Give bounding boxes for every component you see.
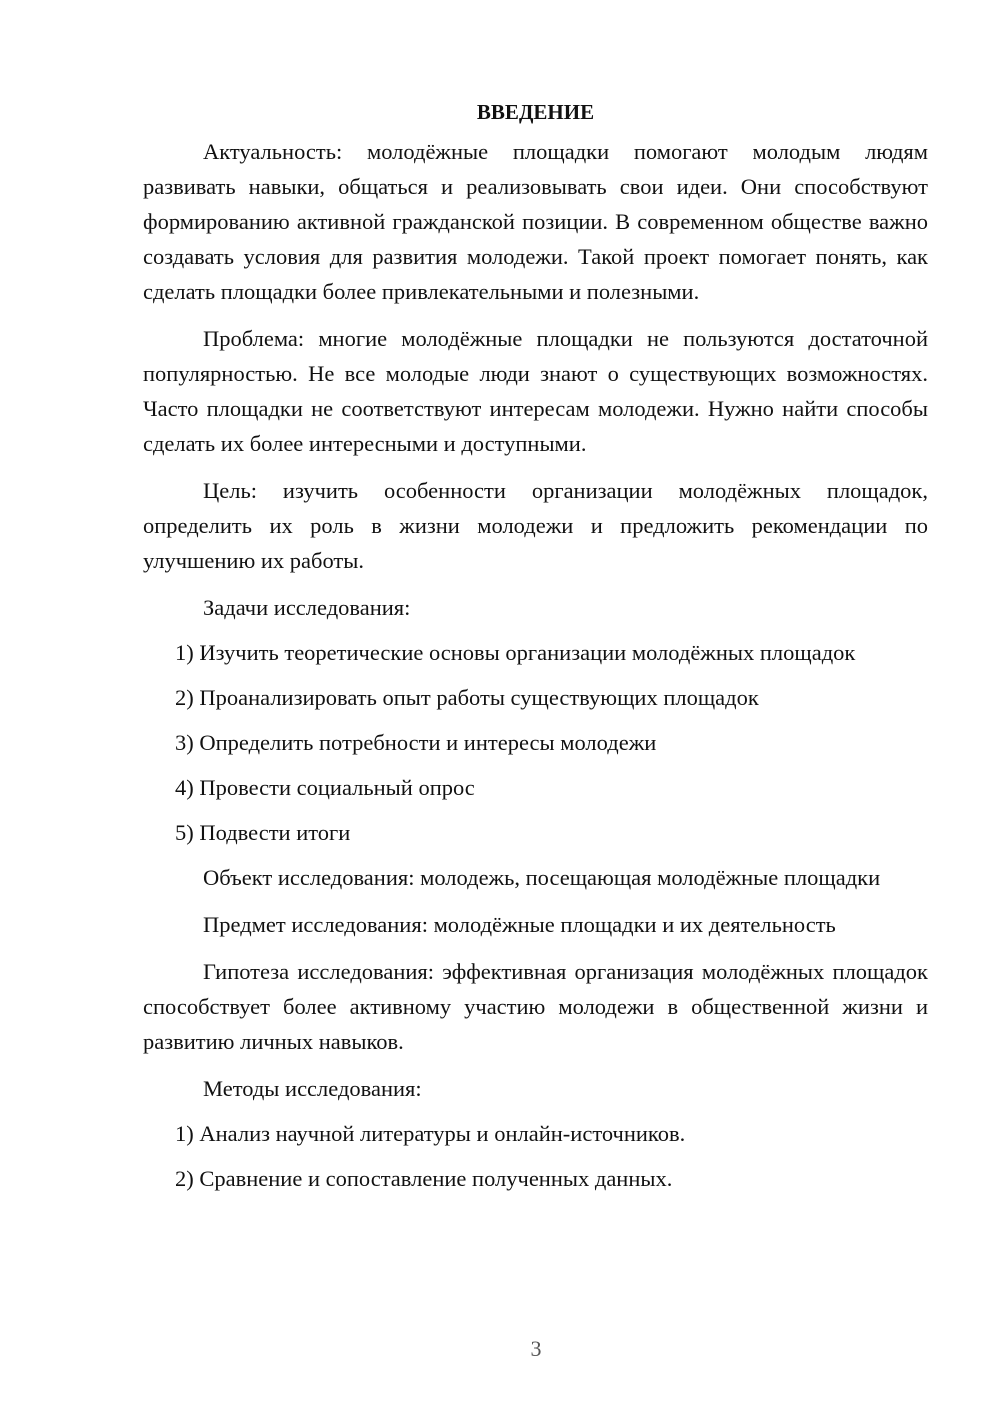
list-item: 2) Сравнение и сопоставление полученных данных. [175,1166,673,1191]
page-title: ВВЕДЕНИЕ [476,100,595,124]
tasks-heading: Задачи исследования: [203,595,411,620]
methods-heading: Методы исследования: [203,1076,422,1101]
object-paragraph: Объект исследования: молодежь, посещающая молодёжные площадки [203,865,881,890]
list-item: 1) Анализ научной литературы и онлайн-источников. [175,1121,686,1146]
list-item: 3) Определить потребности и интересы молодежи [175,730,657,755]
problem-paragraph: Проблема: многие молодёжные площадки не пользуются достаточной популярностью. Не все молодые люди знают о существующих возможностях. Часто площадки не соответствуют интересам молодежи. Нужно найти способы сделать их более интересными и доступными. [143,326,928,456]
list-item: 2) Проанализировать опыт работы существующих площадок [175,685,759,710]
page-number: 3 [530,1336,542,1361]
hypothesis-paragraph: Гипотеза исследования: эффективная организация молодёжных площадок способствует более активному участию молодежи в общественной жизни и развитию личных навыков. [143,959,928,1054]
list-item: 5) Подвести итоги [175,820,351,845]
methods-list [143,1116,928,1196]
tasks-list [143,635,928,850]
goal-paragraph: Цель: изучить особенности организации молодёжных площадок, определить их роль в жизни молодежи и предложить рекомендации по улучшению их работы. [143,478,928,573]
list-item: 4) Провести социальный опрос [175,775,475,800]
subject-paragraph: Предмет исследования: молодёжные площадки и их деятельность [203,912,836,937]
list-item: 1) Изучить теоретические основы организации молодёжных площадок [175,640,856,665]
relevance-paragraph: Актуальность: молодёжные площадки помогают молодым людям развивать навыки, общаться и реализовывать свои идеи. Они способствуют формированию активной гражданской позиции. В современном обществе важно создавать условия для развития молодежи. Такой проект помогает понять, как сделать площадки более привлекательными и полезными. [143,139,928,304]
document-page [143,96,928,1206]
